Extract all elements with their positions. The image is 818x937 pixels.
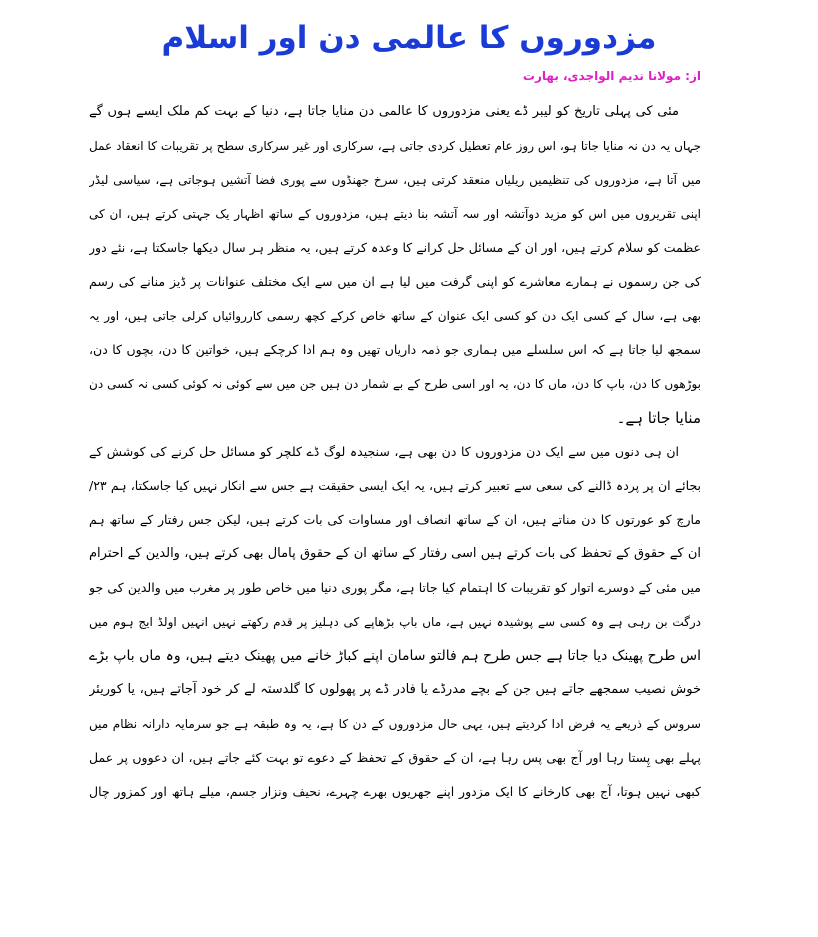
- text-line: عظمت کو سلام کرتے ہیں، اور ان کے مسائل حل کرانے کا وعدہ کرتے ہیں، یہ منظر ہر سال دیکھا جاسکتا ہے، نئے دور: [89, 240, 701, 255]
- text-line: بجائے ان پر پردہ ڈالنے کی سعی سے تعبیر کرتے ہیں، یہ ایک ایسی حقیقت ہے جس سے انکار نہیں کیا جاسکتا، ہم ۲۳/: [89, 478, 701, 493]
- text-line: کبھی نہیں ہوتا، آج بھی کارخانے کا ایک مزدور اپنے جھریوں بھرے چہرے، نحیف ونزار جسم، میلے ہاتھ اور کمزور چال: [89, 784, 701, 799]
- text-line: درگت بن رہی ہے وہ کسی سے پوشیدہ نہیں ہے، ماں باپ بڑھاپے کی دہلیز پر قدم رکھتے نہیں انہیں اولڈ ایج ہوم میں: [89, 615, 701, 629]
- article-byline: از: مولانا ندیم الواجدی، بھارت: [522, 69, 701, 83]
- text-line: ان ہی دنوں میں سے ایک دن مزدوروں کا دن بھی ہے، سنجیدہ لوگ ڈے کلچر کو مسائل حل کرنے کی کوشش کے: [89, 444, 679, 459]
- text-line: بوڑھوں کا دن، باپ کا دن، ماں کا دن، یہ اور اسی طرح کے بے شمار دن ہیں جن میں سے کوئی نہ کوئی کسی نہ کسی دن: [89, 377, 701, 391]
- article-title: مزدوروں کا عالمی دن اور اسلام: [161, 20, 657, 56]
- text-line: اپنی تقریروں میں اس کو مزید دوآتشہ اور سہ آتشہ بنا دیتے ہیں، مزدوروں کے ساتھ اظہار یک جہتی کرتے ہیں، ان کی: [89, 207, 701, 221]
- text-line: میں آتا ہے، مزدوروں کی تنظیمیں ریلیاں منعقد کرتی ہیں، سرخ جھنڈوں سے پوری فضا آتشیں ہوجاتی ہے، سیاسی لیڈر: [89, 173, 701, 187]
- text-line: کی جن رسموں نے ہمارے معاشرے کو اپنی گرفت میں لیا ہے ان میں سے ایک مختلف عنوانات پر ڈیز منانے کی رسم: [89, 274, 701, 289]
- text-line: مئی کی پہلی تاریخ کو لیبر ڈے یعنی مزدوروں کا عالمی دن منایا جاتا ہے، دنیا کے بہت کم ملک ایسے ہوں گے: [89, 104, 679, 119]
- text-line: مارچ کو عورتوں کا دن مناتے ہیں، ان کے ساتھ انصاف اور مساوات کی بات کرتے ہیں، لیکن جس رفتار کے ساتھ ہم: [89, 512, 701, 527]
- paragraph-1: [89, 95, 701, 435]
- article-body: [89, 95, 701, 809]
- text-line: جہاں یہ دن نہ منایا جاتا ہو، اس روز عام تعطیل کردی جاتی ہے، سرکاری اور غیر سرکاری سطح پر تقریبات کا انعقاد عمل: [89, 139, 701, 153]
- text-line: منایا جاتا ہے۔: [616, 409, 701, 427]
- text-line: سمجھ لیا جاتا ہے کہ اس سلسلے میں ہماری جو ذمہ داریاں تھیں وہ ہم ادا کرچکے ہیں، خواتین کا دن، بچوں کا دن،: [89, 342, 701, 357]
- text-line: ان کے حقوق کے تحفظ کی بات کرتے ہیں اسی رفتار کے ساتھ ان کے حقوق پامال بھی کرتے ہیں، والدین کے احترام: [89, 546, 701, 561]
- text-line: پہلے بھی پِستا رہا اور آج بھی پس رہا ہے، ان کے حقوق کے تحفظ کے دعوے تو بہت کئے جاتے ہیں، ان دعووں پر عمل: [89, 750, 701, 765]
- text-line: سروس کے ذریعے یہ فرض ادا کردیتے ہیں، یہی حال مزدوروں کے دن کا ہے، یہ وہ طبقہ ہے جو سرمایہ دارانہ نظام میں: [89, 717, 701, 731]
- text-line: میں مئی کے دوسرے اتوار کو تقریبات کا اہتمام کیا جاتا ہے، مگر پوری دنیا میں خاص طور پر مغرب میں والدین کی جو: [89, 580, 701, 595]
- text-line: اس طرح پھینک دیا جاتا ہے جس طرح ہم فالتو سامان اپنے کباڑ خانے میں پھینک دیتے ہیں، وہ ماں باپ بڑے: [89, 648, 701, 664]
- text-line: خوش نصیب سمجھے جاتے ہیں جن کے بچے مدرڈے یا فادر ڈے پر پھولوں کا گلدستہ لے کر خود آجاتے ہیں، یا کوریئر: [89, 682, 701, 697]
- paragraph-2: [89, 435, 701, 809]
- text-line: بھی ہے، سال کے کسی ایک دن کو کسی ایک عنوان کے ساتھ خاص کرکے کچھ رسمی کارروائیاں کرلی جاتی ہیں، اور یہ: [89, 309, 701, 323]
